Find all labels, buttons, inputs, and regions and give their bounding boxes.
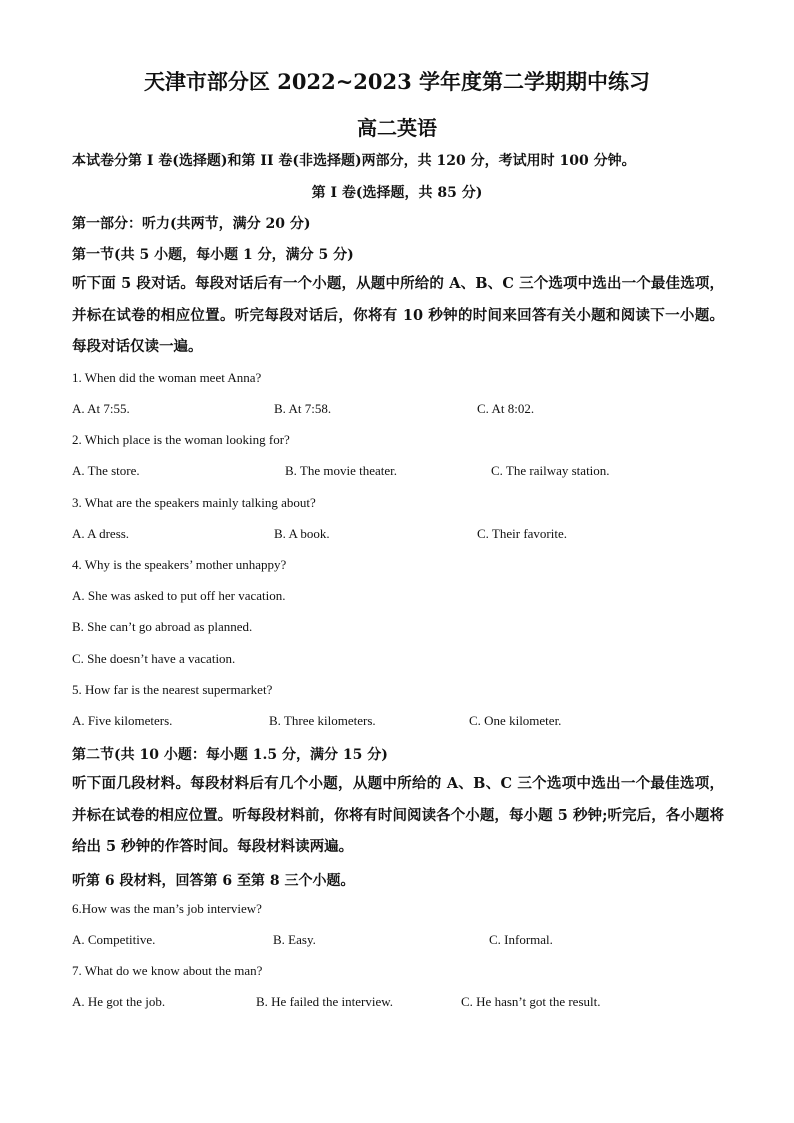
- question-2: 2. Which place is the woman looking for?: [72, 432, 290, 447]
- part1-title: 第一部分：听力(共两节，满分 20 分): [72, 216, 311, 232]
- q1-option-a: A. At 7:55.: [72, 401, 130, 416]
- q1-option-b: B. At 7:58.: [274, 401, 332, 416]
- q6-option-a: A. Competitive.: [72, 932, 156, 947]
- material6-instruction: 听第 6 段材料，回答第 6 至第 8 三个小题。: [72, 873, 355, 889]
- question-7: 7. What do we know about the man?: [72, 963, 263, 978]
- section2-title: 第二节(共 10 小题：每小题 1.5 分，满分 15 分): [72, 747, 388, 763]
- question-5: 5. How far is the nearest supermarket?: [72, 682, 273, 697]
- question-3: 3. What are the speakers mainly talking about?: [72, 495, 316, 510]
- q2-option-c: C. The railway station.: [491, 463, 610, 478]
- section1-instructions: 听下面 5 段对话。每段对话后有一个小题，从题中所给的 A、B、C 三个选项中选出一个最佳选项，并标在试卷的相应位置。听完每段对话后，你将有 10 秒钟的时间来回答有关小题和阅读下一小题。每段对话仅读一遍。: [72, 275, 724, 355]
- q2-option-b: B. The movie theater.: [285, 463, 398, 478]
- question-4: 4. Why is the speakers’ mother unhappy?: [72, 557, 287, 572]
- q6-option-c: C. Informal.: [489, 932, 553, 947]
- q5-option-c: C. One kilometer.: [469, 713, 562, 728]
- exam-title: 天津市部分区 2022~2023 学年度第二学期期中练习: [143, 69, 651, 94]
- exam-intro: 本试卷分第 I 卷(选择题)和第 II 卷(非选择题)两部分，共 120 分，考试用时 100 分钟。: [72, 153, 636, 169]
- section2-instructions: 听下面几段材料。每段材料后有几个小题，从题中所给的 A、B、C 三个选项中选出一个最佳选项，并标在试卷的相应位置。听每段材料前，你将有时间阅读各个小题，每小题 5 秒钟;听完后，各小题将给出 5 秒钟的作答时间。每段材料读两遍。: [72, 775, 724, 855]
- q7-option-a: A. He got the job.: [72, 994, 166, 1009]
- question-6: 6.How was the man’s job interview?: [72, 901, 262, 916]
- exam-subtitle: 高二英语: [357, 116, 437, 140]
- volume1-title: 第 I 卷(选择题，共 85 分): [311, 185, 483, 201]
- q3-option-b: B. A book.: [274, 526, 330, 541]
- q7-option-b: B. He failed the interview.: [256, 994, 394, 1009]
- q4-option-c: C. She doesn’t have a vacation.: [72, 651, 236, 666]
- q3-option-c: C. Their favorite.: [477, 526, 568, 541]
- q4-option-a: A. She was asked to put off her vacation.: [72, 588, 286, 603]
- q2-option-a: A. The store.: [72, 463, 140, 478]
- q1-option-c: C. At 8:02.: [477, 401, 535, 416]
- q7-option-c: C. He hasn’t got the result.: [461, 994, 601, 1009]
- q6-option-b: B. Easy.: [273, 932, 316, 947]
- q5-option-a: A. Five kilometers.: [72, 713, 173, 728]
- question-1: 1. When did the woman meet Anna?: [72, 370, 262, 385]
- section1-title: 第一节(共 5 小题，每小题 1 分，满分 5 分): [72, 247, 354, 263]
- q5-option-b: B. Three kilometers.: [269, 713, 376, 728]
- q3-option-a: A. A dress.: [72, 526, 130, 541]
- q4-option-b: B. She can’t go abroad as planned.: [72, 619, 253, 634]
